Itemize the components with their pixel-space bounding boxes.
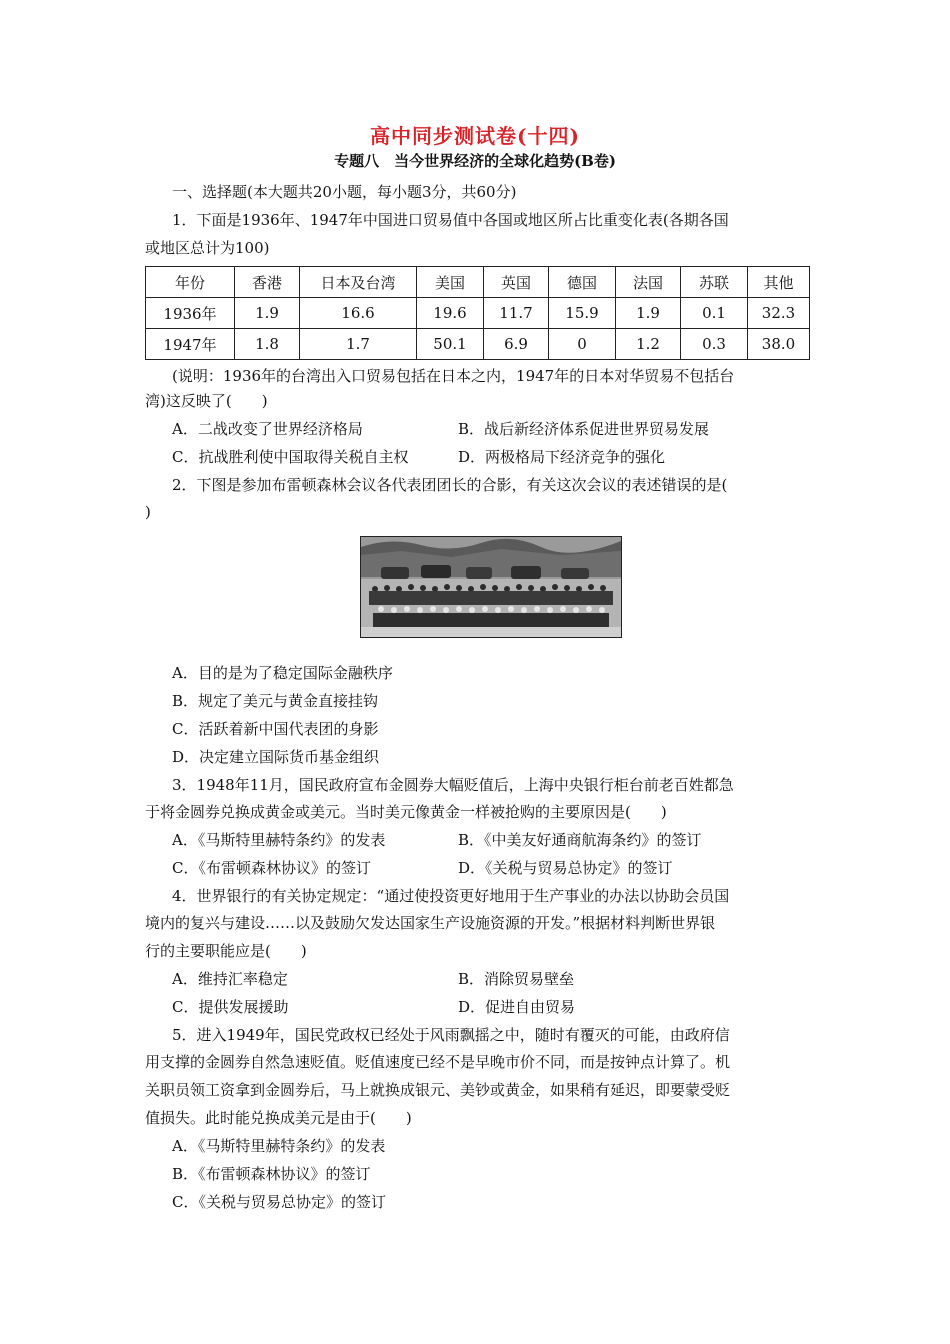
q4-option-c[interactable]: C．提供发展援助: [172, 998, 289, 1016]
table-header: 香港: [235, 267, 300, 298]
table-cell: 32.3: [748, 298, 810, 329]
table-header: 日本及台湾: [300, 267, 417, 298]
table-cell: 15.9: [549, 298, 616, 329]
q1-option-d[interactable]: D．两极格局下经济竞争的强化: [458, 448, 666, 466]
q5-stem-line4: 值损失。此时能兑换成美元是由于( ): [145, 1109, 412, 1127]
table-header: 英国: [484, 267, 549, 298]
q4-stem-line2: 境内的复兴与建设……以及鼓励欠发达国家生产设施资源的开发。”根据材料判断世界银: [145, 914, 716, 932]
table-cell: 1947年: [146, 329, 235, 360]
table-cell: 1.8: [235, 329, 300, 360]
q5-option-a[interactable]: A．《马斯特里赫特条约》的发表: [172, 1137, 386, 1155]
q2-stem-line1: 2．下图是参加布雷顿森林会议各代表团团长的合影，有关这次会议的表述错误的是(: [172, 476, 728, 494]
table-cell: 38.0: [748, 329, 810, 360]
table-header: 年份: [146, 267, 235, 298]
table-cell: 1.9: [235, 298, 300, 329]
q1-options-row1: [172, 419, 812, 439]
q1-options-row2: [172, 447, 812, 467]
q3-options-row1: [172, 830, 812, 850]
q4-options-row2: [172, 997, 812, 1017]
q4-stem-line1: 4．世界银行的有关协定规定：“通过使投资更好地用于生产事业的办法以协助会员国: [172, 887, 730, 905]
trade-share-table: [145, 266, 810, 360]
q1-stem-line1: 1．下面是1936年、1947年中国进口贸易值中各国或地区所占比重变化表(各期各国: [172, 211, 729, 229]
table-header: 其他: [748, 267, 810, 298]
table-row: [146, 329, 810, 360]
q5-stem-line2: 用支撑的金圆券自然急速贬值。贬值速度已经不是早晚市价不同，而是按钟点计算了。机: [145, 1053, 731, 1071]
table-header: 苏联: [681, 267, 748, 298]
table-row: [146, 298, 810, 329]
q5-option-c[interactable]: C．《关税与贸易总协定》的签订: [172, 1193, 386, 1211]
q1-option-b[interactable]: B．战后新经济体系促进世界贸易发展: [458, 420, 710, 438]
table-cell: 50.1: [417, 329, 484, 360]
q3-option-a[interactable]: A．《马斯特里赫特条约》的发表: [172, 831, 386, 849]
table-cell: 0.3: [681, 329, 748, 360]
q3-option-b[interactable]: B．《中美友好通商航海条约》的签订: [458, 831, 702, 849]
q2-option-a[interactable]: A．目的是为了稳定国际金融秩序: [172, 664, 393, 682]
table-cell: 1.9: [616, 298, 681, 329]
table-cell: 1936年: [146, 298, 235, 329]
q4-options-row1: [172, 969, 812, 989]
table-cell: 11.7: [484, 298, 549, 329]
q5-option-b[interactable]: B．《布雷顿森林协议》的签订: [172, 1165, 371, 1183]
q2-option-b[interactable]: B．规定了美元与黄金直接挂钩: [172, 692, 379, 710]
q4-option-a[interactable]: A．维持汇率稳定: [172, 970, 288, 988]
q2-stem-line2: ): [145, 503, 151, 521]
section-heading: 一、选择题(本大题共20小题，每小题3分，共60分): [172, 183, 517, 201]
q5-stem-line1: 5．进入1949年，国民党政权已经处于风雨飘摇之中，随时有覆灭的可能，由政府信: [172, 1026, 730, 1044]
table-cell: 6.9: [484, 329, 549, 360]
q4-stem-line3: 行的主要职能应是( ): [145, 942, 307, 960]
q5-stem-line3: 关职员领工资拿到金圆券后，马上就换成银元、美钞或黄金，如果稍有延迟，即要蒙受贬: [145, 1081, 731, 1099]
q2-option-c[interactable]: C．活跃着新中国代表团的身影: [172, 720, 379, 738]
table-cell: 1.2: [616, 329, 681, 360]
exam-title: 高中同步测试卷(十四): [370, 124, 580, 148]
table-header: 美国: [417, 267, 484, 298]
table-cell: 1.7: [300, 329, 417, 360]
table-header: 法国: [616, 267, 681, 298]
table-cell: 19.6: [417, 298, 484, 329]
photo-illustration: [361, 537, 621, 637]
q1-option-a[interactable]: A．二战改变了世界经济格局: [172, 420, 363, 438]
table-header-row: [146, 267, 810, 298]
table-header: 德国: [549, 267, 616, 298]
exam-subtitle: 专题八 当今世界经济的全球化趋势(B卷): [334, 152, 616, 170]
q3-option-c[interactable]: C．《布雷顿森林协议》的签订: [172, 859, 371, 877]
table-cell: 16.6: [300, 298, 417, 329]
bretton-woods-group-photo: [360, 536, 622, 638]
q1-stem-line2: 或地区总计为100): [145, 239, 270, 257]
q1-note-line2: 湾)这反映了( ): [145, 392, 268, 410]
q2-option-d[interactable]: D．决定建立国际货币基金组织: [172, 748, 380, 766]
q1-option-c[interactable]: C．抗战胜利使中国取得关税自主权: [172, 448, 409, 466]
q4-option-b[interactable]: B．消除贸易壁垒: [458, 970, 575, 988]
q3-options-row2: [172, 858, 812, 878]
q3-option-d[interactable]: D．《关税与贸易总协定》的签订: [458, 859, 673, 877]
table-cell: 0: [549, 329, 616, 360]
q3-stem-line1: 3．1948年11月，国民政府宣布金圆券大幅贬值后，上海中央银行柜台前老百姓都急: [172, 776, 734, 794]
q4-option-d[interactable]: D．促进自由贸易: [458, 998, 576, 1016]
q3-stem-line2: 于将金圆券兑换成黄金或美元。当时美元像黄金一样被抢购的主要原因是( ): [145, 803, 667, 821]
q1-note-line1: (说明：1936年的台湾出入口贸易包括在日本之内，1947年的日本对华贸易不包括台: [172, 367, 735, 385]
table-cell: 0.1: [681, 298, 748, 329]
